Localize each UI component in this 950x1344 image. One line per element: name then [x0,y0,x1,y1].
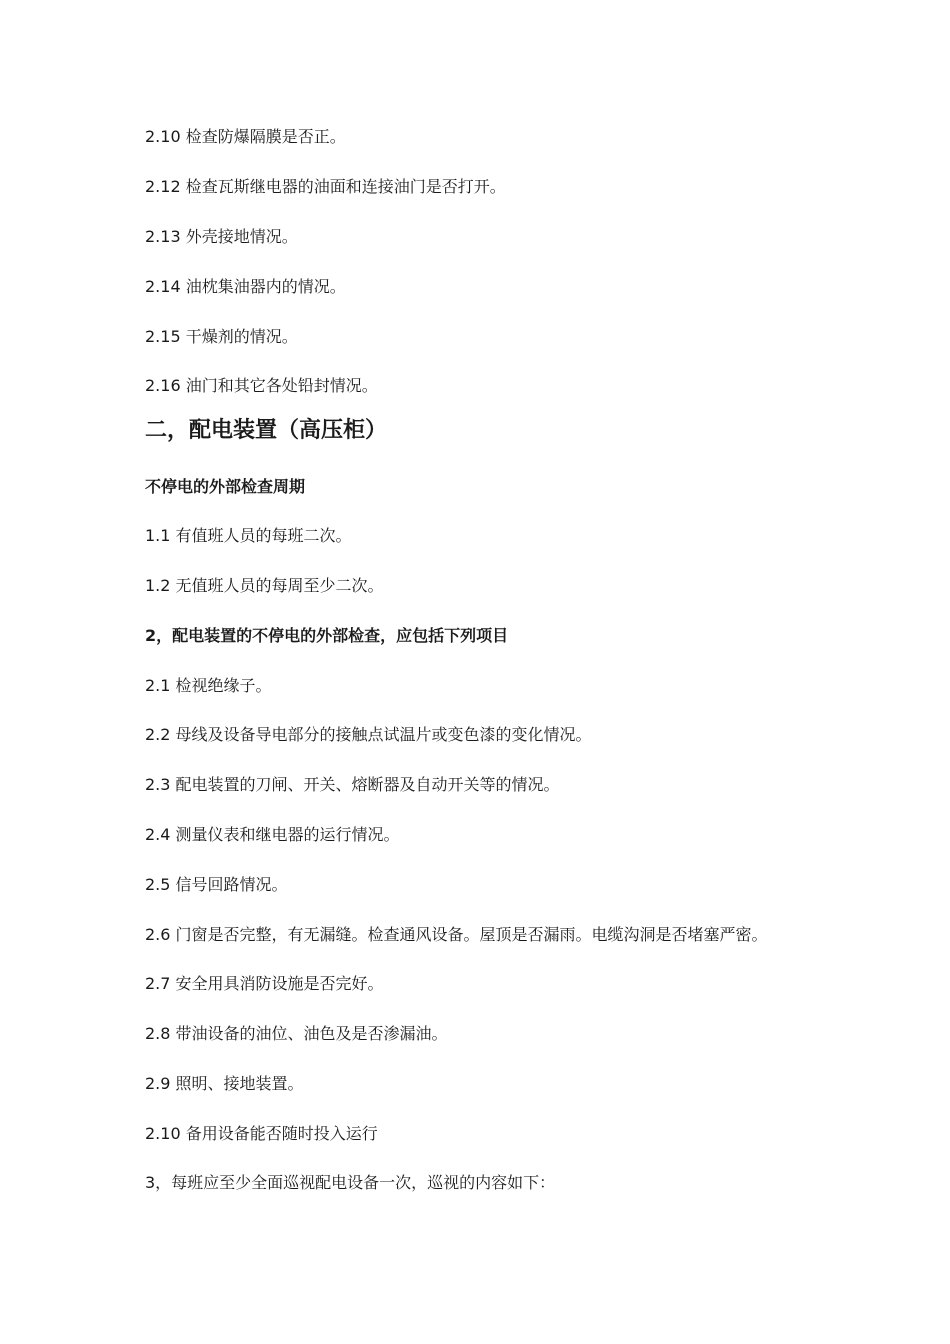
text-line: 2.13 外壳接地情况。 [145,227,298,246]
text-line: 2.6 门窗是否完整，有无漏缝。检查通风设备。屋顶是否漏雨。电缆沟洞是否堵塞严密。 [145,925,768,944]
text-line: 2.12 检查瓦斯继电器的油面和连接油门是否打开。 [145,177,506,196]
subheading: 2，配电装置的不停电的外部检查，应包括下列项目 [145,626,509,645]
text-line: 2.10 备用设备能否随时投入运行 [145,1124,378,1143]
text-line: 2.2 母线及设备导电部分的接触点试温片或变色漆的变化情况。 [145,725,592,744]
text-line: 2.16 油门和其它各处铅封情况。 [145,376,378,395]
text-line: 2.5 信号回路情况。 [145,875,288,894]
text-line: 2.1 检视绝缘子。 [145,676,272,695]
text-line: 2.4 测量仪表和继电器的运行情况。 [145,825,400,844]
text-line: 3，每班应至少全面巡视配电设备一次，巡视的内容如下： [145,1173,556,1192]
text-line: 2.8 带油设备的油位、油色及是否渗漏油。 [145,1024,448,1043]
section-heading: 二，配电装置（高压柜） [145,418,388,443]
text-line: 1.2 无值班人员的每周至少二次。 [145,576,384,595]
text-line: 2.3 配电装置的刀闸、开关、熔断器及自动开关等的情况。 [145,775,560,794]
text-line: 2.10 检查防爆隔膜是否正。 [145,127,346,146]
text-line: 2.9 照明、接地装置。 [145,1074,304,1093]
text-line: 2.15 干燥剂的情况。 [145,327,298,346]
text-line: 2.14 油枕集油器内的情况。 [145,277,346,296]
subheading: 不停电的外部检查周期 [145,477,306,496]
text-line: 1.1 有值班人员的每班二次。 [145,526,352,545]
text-line: 2.7 安全用具消防设施是否完好。 [145,974,384,993]
